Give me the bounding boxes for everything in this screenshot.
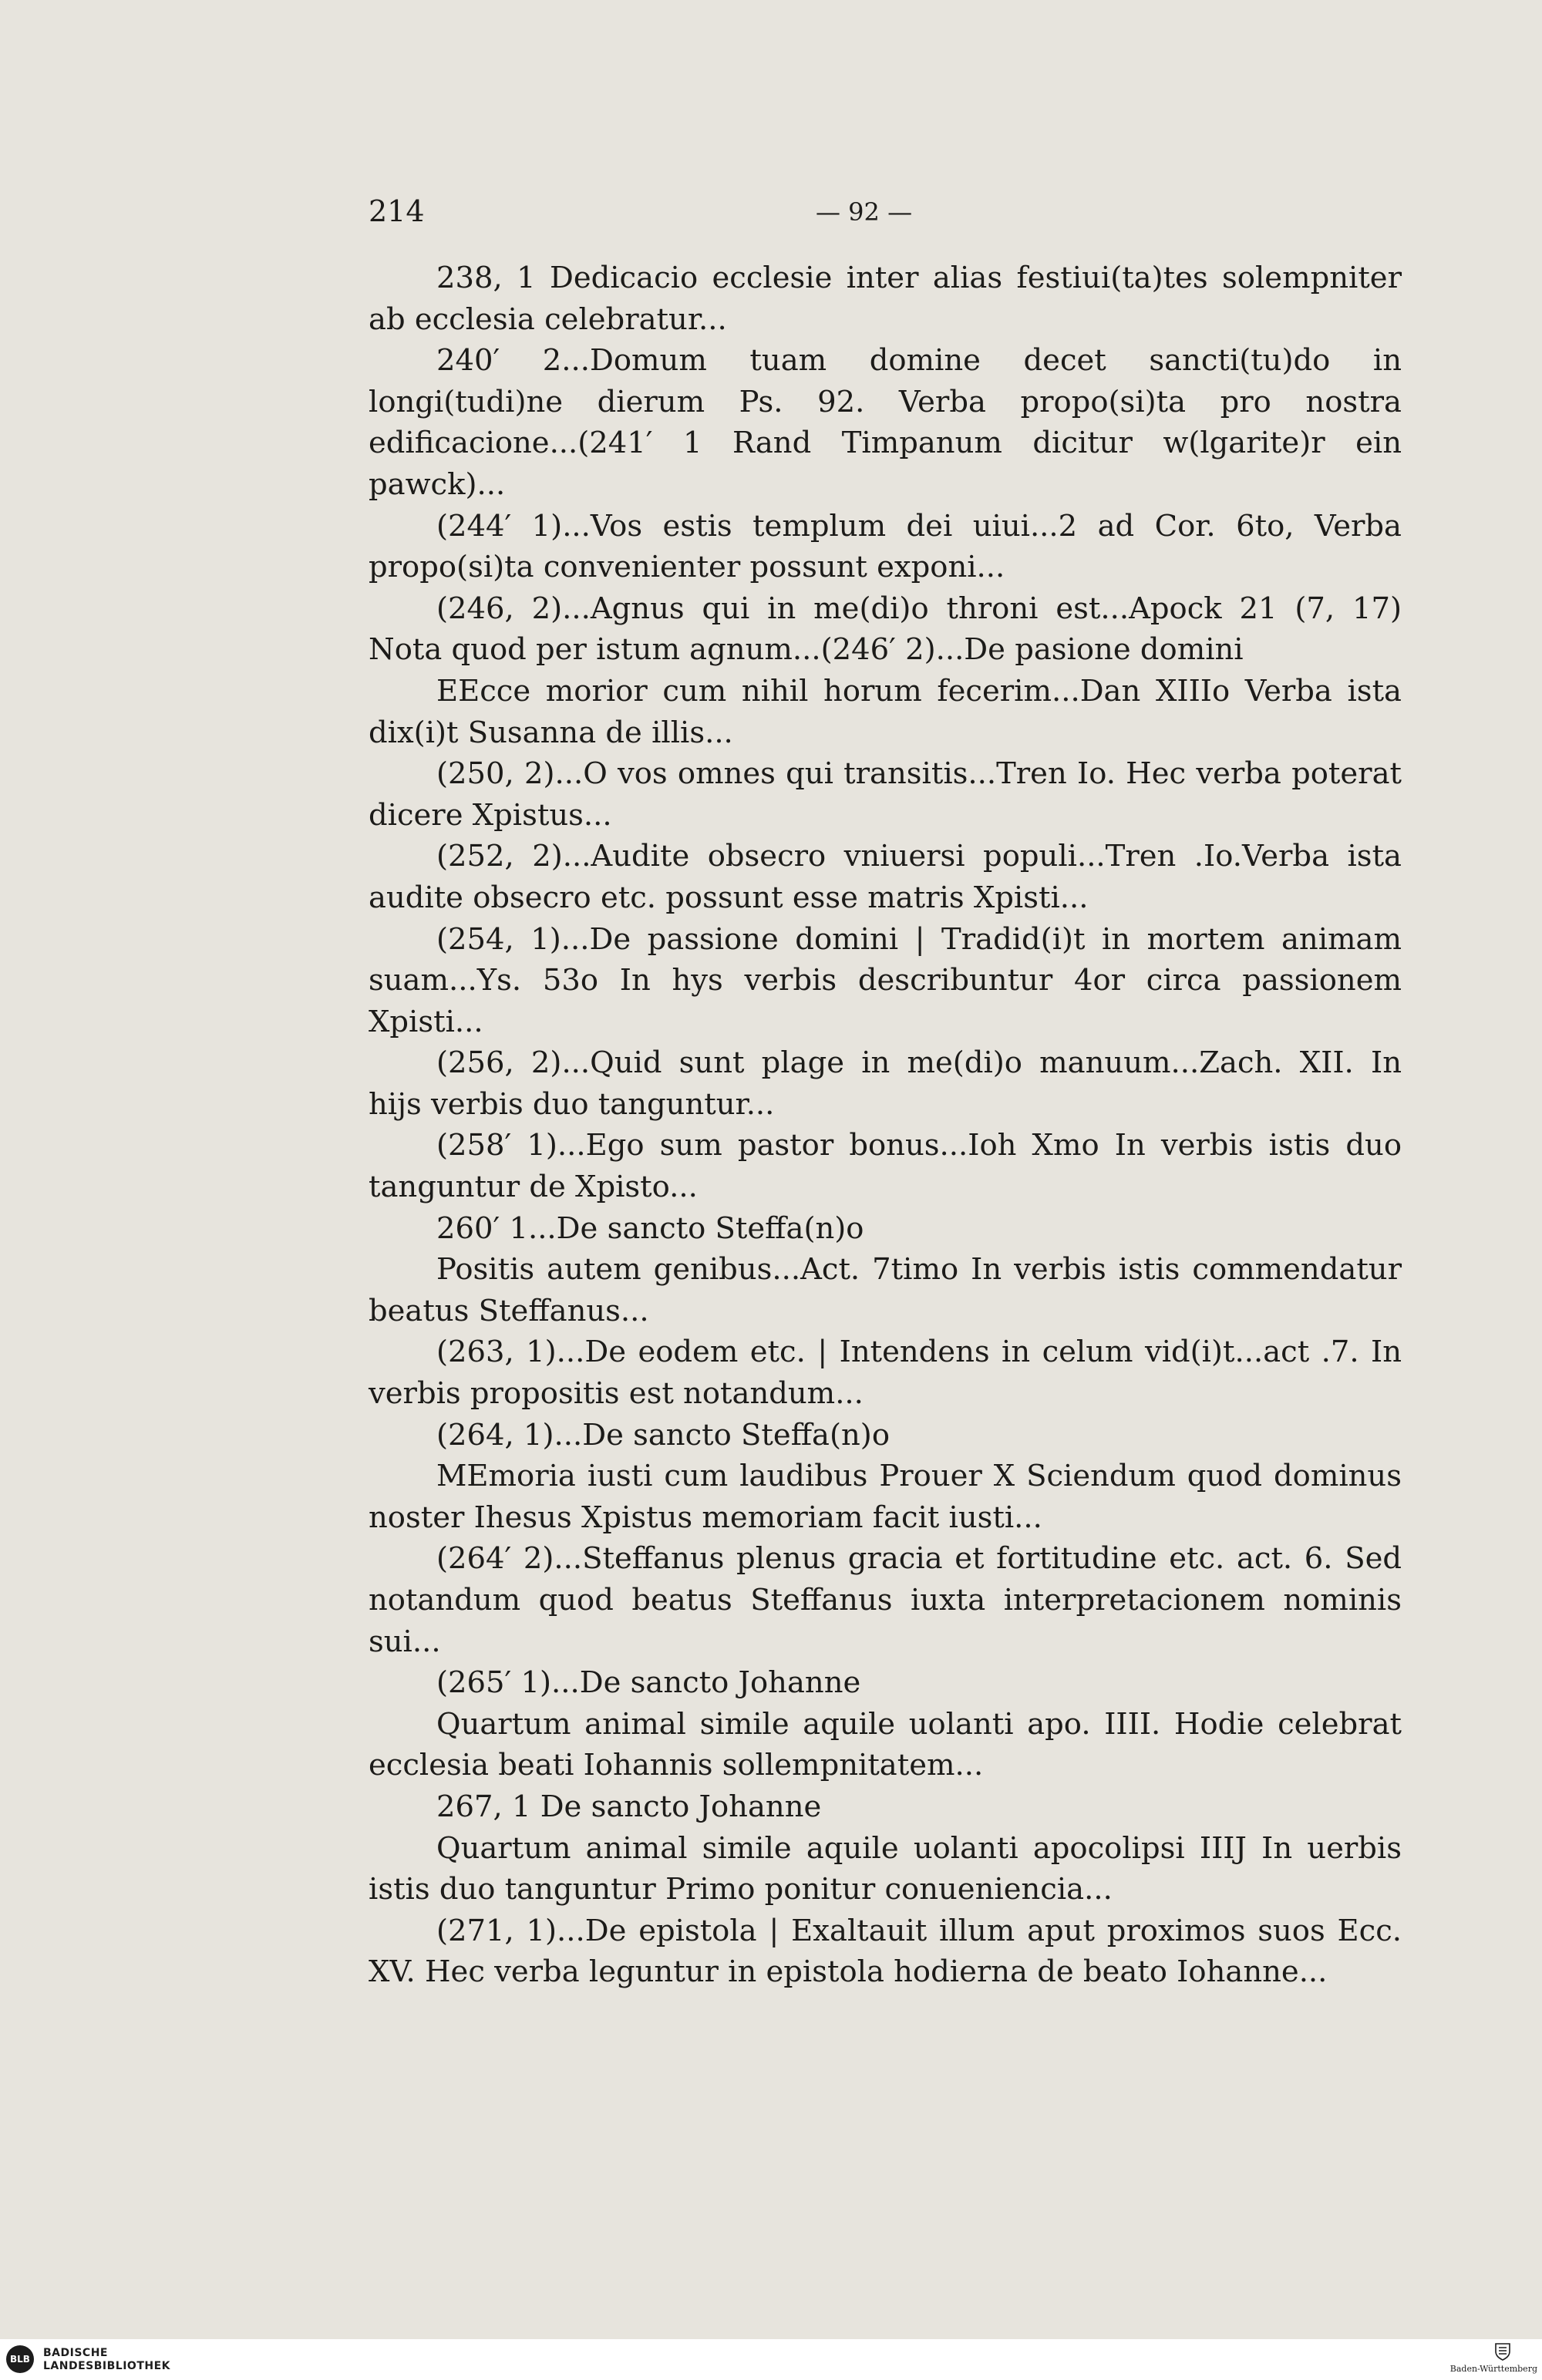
paragraph: (265′ 1)...De sancto Johanne <box>436 1665 861 1701</box>
page-header <box>369 194 1402 233</box>
partner-name: Baden-Württemberg <box>1449 2364 1537 2374</box>
paragraph: Positis autem genibus...Act. 7timo In verbis istis commendatur beatus Steffanus... <box>369 1252 1402 1328</box>
paragraph: (250, 2)...O vos omnes qui transitis...Tren Io. Hec verba poterat dicere Xpistus... <box>369 756 1402 833</box>
library-name-line1: BADISCHE <box>43 2347 108 2359</box>
paragraph: (264′ 2)...Steffanus plenus gracia et fortitudine etc. act. 6. Sed notandum quod beatus Steffanus iuxta interpretacionem nominis sui... <box>369 1541 1402 1659</box>
coat-of-arms-icon <box>1494 2342 1511 2361</box>
paragraph: EEcce morior cum nihil horum fecerim...Dan XIIIo Verba ista dix(i)t Susanna de illis... <box>369 673 1402 750</box>
body-text <box>369 258 1402 1993</box>
paragraph: (254, 1)...De passione domini | Tradid(i)t in mortem animam suam...Ys. 53o In hys verbis describuntur 4or circa passionem Xpisti... <box>369 921 1402 1039</box>
paragraph: (244′ 1)...Vos estis templum dei uiui...2 ad Cor. 6to, Verba propo(si)ta convenienter possunt exponi... <box>369 508 1402 585</box>
library-name-line2: LANDESBIBLIOTHEK <box>43 2360 171 2372</box>
paragraph: (252, 2)...Audite obsecro vniuersi populi...Tren .Io.Verba ista audite obsecro etc. possunt esse matris Xpisti... <box>369 839 1402 915</box>
paragraph: (263, 1)...De eodem etc. | Intendens in celum vid(i)t...act .7. In verbis propositis est notandum... <box>369 1335 1402 1412</box>
paragraph: 267, 1 De sancto Johanne <box>436 1789 822 1824</box>
paragraph: 240′ 2...Domum tuam domine decet sancti(tu)do in longi(tudi)ne dierum Ps. 92. Verba propo(si)ta pro nostra edificacione...(241′ 1 Rand Timpanum dicitur w(lgarite)r ein pawck)... <box>369 343 1402 502</box>
paragraph: (258′ 1)...Ego sum pastor bonus...Ioh Xmo In verbis istis duo tanguntur de Xpisto... <box>369 1128 1402 1205</box>
viewer-footer <box>0 2339 1542 2380</box>
paragraph: (264, 1)...De sancto Steffa(n)o <box>436 1417 891 1453</box>
running-head: — 92 — <box>816 197 913 227</box>
paragraph: (256, 2)...Quid sunt plage in me(di)o manuum...Zach. XII. In hijs verbis duo tanguntur... <box>369 1045 1402 1122</box>
paragraph: Quartum animal simile aquile uolanti apo. IIII. Hodie celebrat ecclesia beati Iohannis sollempnitatem... <box>369 1706 1402 1783</box>
paragraph: Quartum animal simile aquile uolanti apocolipsi IIIJ In uerbis istis duo tanguntur Primo ponitur conueniencia... <box>369 1830 1402 1907</box>
page-number: 214 <box>369 194 425 228</box>
paragraph: 238, 1 Dedicacio ecclesie inter alias festiui(ta)tes solempniter ab ecclesia celebratur... <box>369 261 1402 337</box>
blb-logo[interactable]: BLB <box>6 2345 34 2373</box>
paragraph: (246, 2)...Agnus qui in me(di)o throni est...Apock 21 (7, 17) Nota quod per istum agnum...(246′ 2)...De pasione domini <box>369 591 1402 668</box>
paragraph: (271, 1)...De epistola | Exaltauit illum aput proximos suos Ecc. XV. Hec verba leguntur in epistola hodierna de beato Iohanne... <box>369 1913 1402 1990</box>
paragraph: 260′ 1...De sancto Steffa(n)o <box>436 1210 864 1246</box>
library-name <box>43 2347 170 2373</box>
paragraph: MEmoria iusti cum laudibus Prouer X Sciendum quod dominus noster Ihesus Xpistus memoriam facit iusti... <box>369 1459 1402 1535</box>
